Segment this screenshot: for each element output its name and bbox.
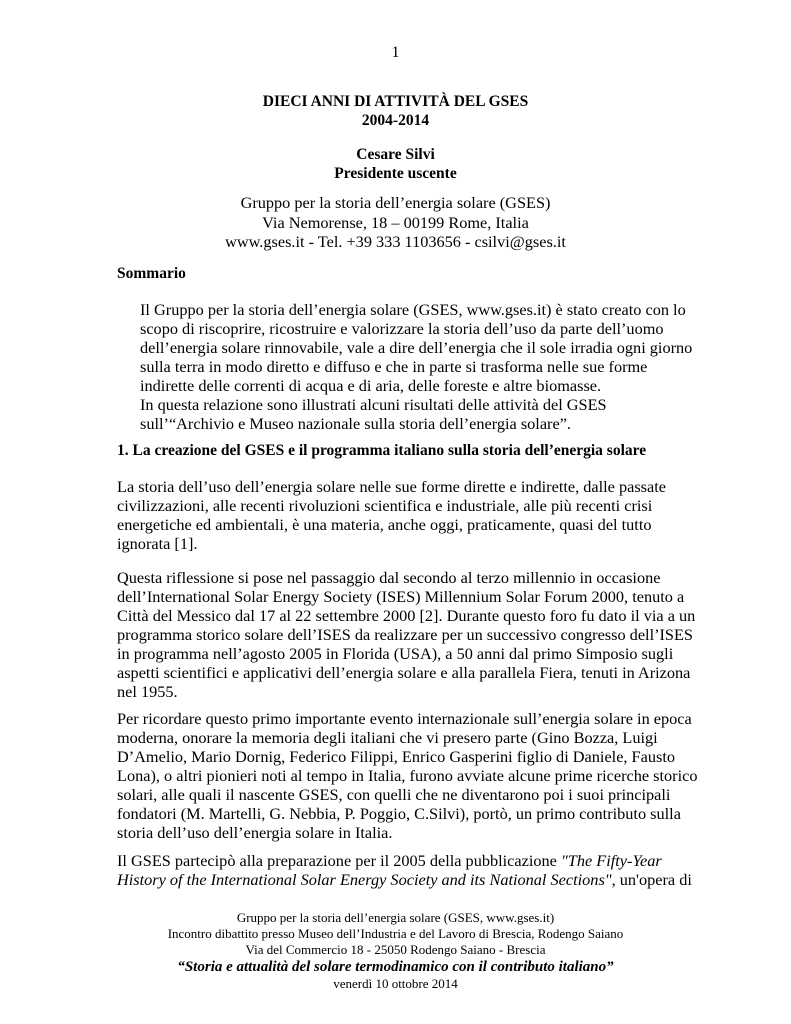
section-heading: 1. La creazione del GSES e il programma italiano sulla storia dell’energia solare <box>117 442 647 459</box>
summary-line: sulla terra in modo diretto e diffuso e che in parte si trasforma nelle sue forme <box>140 357 648 376</box>
affiliation-block <box>0 193 791 252</box>
paragraph-line: programma storico solare dell’ISES da realizzare per un successivo congresso dell’ISES <box>117 625 693 644</box>
paragraph-line: moderna, onorare la memoria degli italiani che vi presero parte (Gino Bozza, Luigi <box>117 728 658 747</box>
paragraph-line: aspetti scientifici e applicativi dell’energia solare e alla parallela Fiera, tenuti in Arizona <box>117 663 691 682</box>
paragraph-line: La storia dell’uso dell’energia solare nelle sue forme dirette e indirette, dalle passate <box>117 477 666 496</box>
paragraph-line: civilizzazioni, alle recenti rivoluzioni scientifica e industriale, alle più recenti crisi <box>117 496 653 515</box>
title-years: 2004-2014 <box>361 112 430 129</box>
summary-line: Il Gruppo per la storia dell’energia solare (GSES, www.gses.it) è stato creato con lo <box>140 300 686 319</box>
affiliation-org: Gruppo per la storia dell’energia solare (GSES) <box>240 193 551 212</box>
body-paragraph <box>117 709 698 842</box>
paragraph-line: dell’International Solar Energy Society (ISES) Millennium Solar Forum 2000, tenuto a <box>117 587 685 606</box>
paragraph-text: , un'opera di <box>611 870 692 889</box>
paragraph-line: D’Amelio, Mario Dornig, Federico Filippi, Enrico Gasperini figlio di Daniele, Fausto <box>117 747 675 766</box>
publication-title: History of the International Solar Energy Society and its National Sections" <box>117 870 612 889</box>
footer-org: Gruppo per la storia dell’energia solare (GSES, www.gses.it) <box>236 910 555 925</box>
body-paragraph <box>117 568 696 701</box>
paragraph-line: solari, alle quali il nascente GSES, con quelli che ne diventarono poi i suoi principali <box>117 785 671 804</box>
summary-line: dell’energia solare rinnovabile, vale a dire dell’energia che il sole irradia ogni giorno <box>140 338 693 357</box>
paragraph-text: Il GSES partecipò alla preparazione per il 2005 della pubblicazione <box>117 851 561 870</box>
summary-line: sull’“Archivio e Museo nazionale sulla storia dell’energia solare”. <box>140 414 571 433</box>
publication-title: "The Fifty-Year <box>560 851 662 870</box>
footer-date: venerdì 10 ottobre 2014 <box>333 976 458 991</box>
author-block <box>0 145 791 183</box>
affiliation-contacts: www.gses.it - Tel. +39 333 1103656 - csilvi@gses.it <box>225 232 566 251</box>
page-footer <box>0 910 791 992</box>
summary-heading: Sommario <box>117 265 186 282</box>
paragraph-line <box>117 870 692 889</box>
summary-line: scopo di riscoprire, ricostruire e valorizzare la storia dell’uso da parte dell’uomo <box>140 319 664 338</box>
affiliation-address: Via Nemorense, 18 – 00199 Rome, Italia <box>262 212 529 232</box>
paragraph-line <box>117 851 677 870</box>
body-paragraph <box>117 477 677 553</box>
page-number: 1 <box>391 44 400 61</box>
document-title <box>0 92 791 130</box>
paragraph-line: energetiche ed ambientali, è una materia, anche oggi, praticamente, quasi del tutto <box>117 515 652 534</box>
footer-address: Via del Commercio 18 - 25050 Rodengo Saiano - Brescia <box>245 942 546 957</box>
footer-venue: Incontro dibattito presso Museo dell’Industria e del Lavoro di Brescia, Rodengo Saiano <box>167 926 624 941</box>
paragraph-line: ignorata [1]. <box>117 534 198 553</box>
summary-body <box>140 300 700 433</box>
paragraph-line: in programma nell’agosto 2005 in Florida (USA), a 50 anni dal primo Simposio sugli <box>117 644 674 663</box>
title-line: DIECI ANNI DI ATTIVITÀ DEL GSES <box>262 93 529 110</box>
summary-line: indirette delle correnti di acqua e di aria, delle foreste e altre biomasse. <box>140 376 602 395</box>
author-role: Presidente uscente <box>334 165 457 182</box>
footer-event-title: “Storia e attualità del solare termodinamico con il contributo italiano” <box>177 959 614 975</box>
paragraph-line: storia dell’uso dell’energia solare in Italia. <box>117 823 393 842</box>
paragraph-line: Per ricordare questo primo importante evento internazionale sull’energia solare in epoca <box>117 709 692 728</box>
body-paragraph <box>117 851 692 889</box>
paragraph-line: Città del Messico dal 17 al 22 settembre 2000 [2]. Durante questo foro fu dato il via a un <box>117 606 696 625</box>
paragraph-line: fondatori (M. Martelli, G. Nebbia, P. Poggio, C.Silvi), portò, un primo contributo sulla <box>117 804 681 823</box>
author-name: Cesare Silvi <box>356 146 435 163</box>
paragraph-line: Questa riflessione si pose nel passaggio dal secondo al terzo millennio in occasione <box>117 568 661 587</box>
paragraph-line: Lona), o altri pionieri noti al tempo in Italia, furono avviate alcune prime ricerche storico <box>117 766 698 785</box>
summary-line: In questa relazione sono illustrati alcuni risultati delle attività del GSES <box>140 395 607 414</box>
paragraph-line: nel 1955. <box>117 682 178 701</box>
